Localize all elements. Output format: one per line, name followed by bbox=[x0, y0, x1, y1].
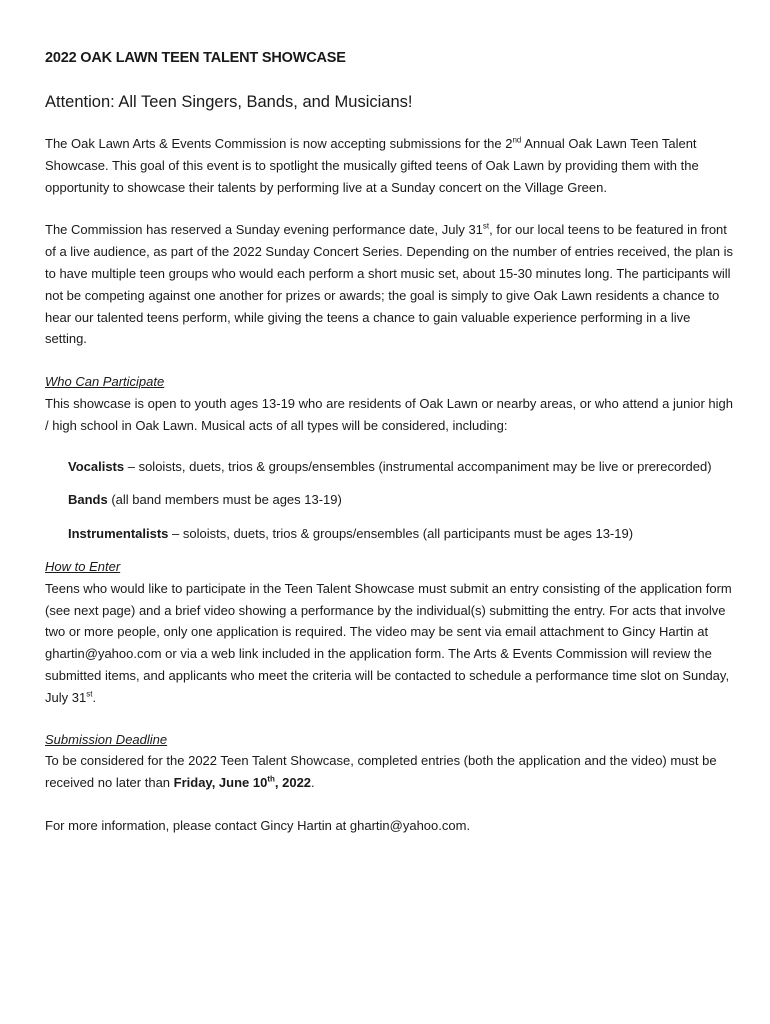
list-item bbox=[68, 456, 735, 478]
list-item-description: – soloists, duets, trios & groups/ensembles (all participants must be ages 13-19) bbox=[168, 526, 634, 542]
list-item bbox=[68, 523, 735, 545]
intro-text-rest: Annual Oak Lawn Teen Talent Showcase. This goal of this event is to spotlight the musically gifted teens of Oak Lawn by providing them with the opportunity to showcase their talents by performing live at a Sunday concert on the Village Green. bbox=[45, 136, 699, 195]
ordinal-suffix: nd bbox=[512, 135, 522, 145]
how-to-enter-body bbox=[45, 578, 735, 709]
ordinal-suffix: st bbox=[482, 222, 490, 232]
deadline-date bbox=[174, 775, 311, 790]
deadline-text-end: . bbox=[311, 775, 315, 791]
intro-text-start: The Oak Lawn Arts & Events Commission is now accepting submissions for the 2 bbox=[45, 136, 513, 151]
who-can-participate-body: This showcase is open to youth ages 13-19 who are residents of Oak Lawn or nearby areas, or who attend a junior high / high school in Oak Lawn. Musical acts of all types will be considered, including: bbox=[45, 395, 733, 433]
commission-text-rest: , for our local teens to be featured in front of a live audience, as part of the 2022 Sunday Concert Series. Depending on the number of entries received, the plan is to have multiple teen groups who would each perform a short music set, about 15-30 minutes long. The participants will not be competing against one another for prizes or awards; the goal is simply to give Oak Lawn residents a chance to hear our talented teens perform, while giving the teens a chance to gain valuable experience performing in a live setting. bbox=[45, 222, 733, 347]
attention-heading: Attention: All Teen Singers, Bands, and Musicians! bbox=[45, 93, 413, 111]
deadline-text: To be considered for the 2022 Teen Talent Showcase, completed entries (both the application and the video) must be received no later than bbox=[45, 753, 717, 791]
document-title: 2022 OAK LAWN TEEN TALENT SHOWCASE bbox=[45, 50, 346, 66]
list-item-description: – soloists, duets, trios & groups/ensembles (instrumental accompaniment may be live or prerecorded) bbox=[124, 458, 712, 474]
ordinal-suffix: st bbox=[86, 689, 93, 699]
deadline-date-day: Friday, June 10 bbox=[173, 775, 268, 791]
who-can-participate-heading: Who Can Participate bbox=[45, 374, 165, 390]
list-item-term: Vocalists bbox=[68, 458, 125, 474]
list-item-term: Bands bbox=[68, 492, 108, 508]
contact-line: For more information, please contact Gincy Hartin at ghartin@yahoo.com. bbox=[45, 817, 471, 833]
submission-deadline-heading: Submission Deadline bbox=[45, 731, 168, 747]
how-to-enter-heading: How to Enter bbox=[45, 558, 121, 574]
commission-paragraph bbox=[45, 219, 735, 350]
list-item bbox=[68, 489, 735, 511]
list-item-description: (all band members must be ages 13-19) bbox=[107, 492, 342, 508]
act-types-list bbox=[68, 456, 735, 545]
deadline-date-year: , 2022 bbox=[274, 775, 312, 791]
list-item-term: Instrumentalists bbox=[68, 526, 169, 542]
how-to-enter-text: Teens who would like to participate in the Teen Talent Showcase must submit an entry consisting of the application form (see next page) and a brief video showing a performance by the individual(s) submitting the entry. For acts that involve two or more people, only one application is required. The video may be sent via email attachment to Gincy Hartin at ghartin@yahoo.com or via a web link included in the application form. The Arts & Events Commission will review the submitted items, and applicants who meet the criteria will be contacted to schedule a performance time slot on Sunday, July 31 bbox=[45, 580, 732, 705]
how-to-enter-end: . bbox=[92, 689, 97, 705]
ordinal-suffix: th bbox=[267, 774, 275, 784]
document-page bbox=[45, 48, 735, 837]
commission-text-start: The Commission has reserved a Sunday evening performance date, July 31 bbox=[45, 222, 483, 238]
submission-deadline-body bbox=[45, 750, 735, 794]
intro-paragraph bbox=[45, 133, 735, 198]
